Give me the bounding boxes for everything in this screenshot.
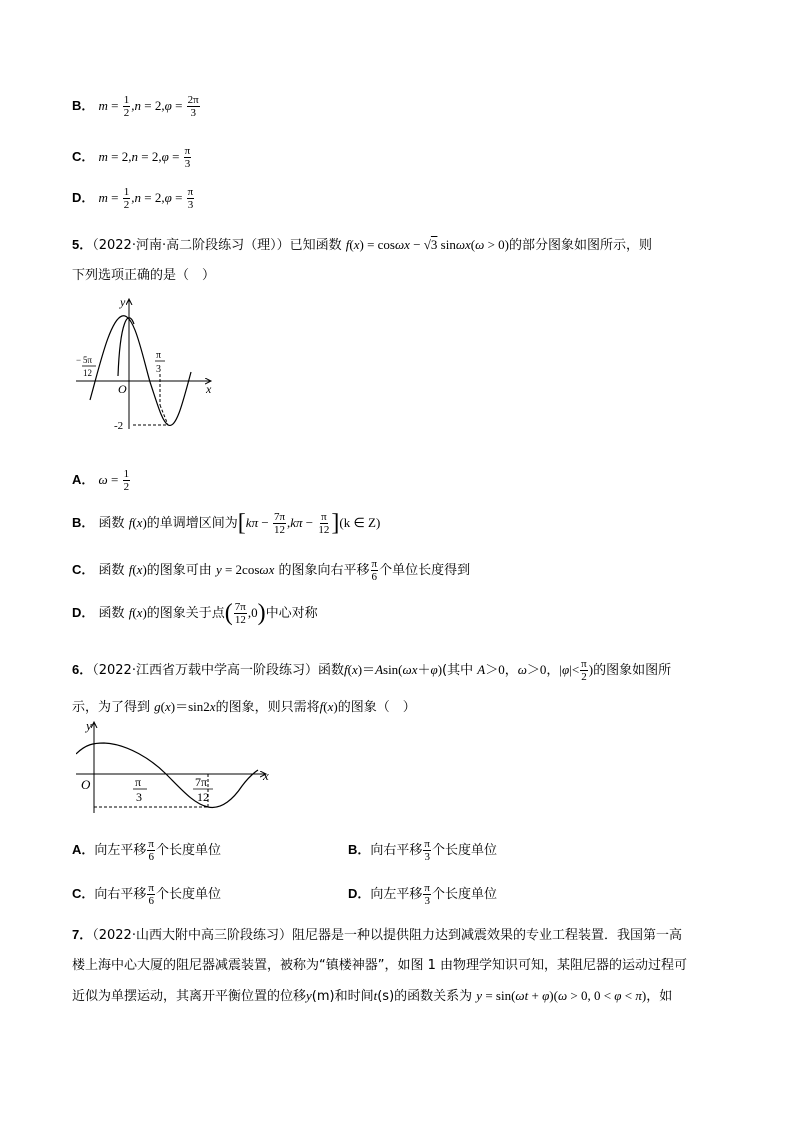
q5-source: （2022·河南·高二阶段练习（理）） xyxy=(92,238,290,253)
svg-text:π: π xyxy=(156,350,162,361)
q5-function-formula: f(x) = cosωx − √3 sinωx(ω > 0) xyxy=(345,237,509,252)
q6-option-b[interactable]: B．向右平移 $\frac{\pi}{3}$ 个长度单位 xyxy=(348,838,497,863)
q6-source: （2022·江西省万载中学高一阶段练习） xyxy=(92,663,318,678)
q4-option-c[interactable]: C． m = 2,n = 2,φ = $\frac{\pi}{3}$ xyxy=(72,145,191,170)
svg-text:O: O xyxy=(118,382,127,396)
q6-option-c[interactable]: C．向右平移 $\frac{\pi}{6}$ 个长度单位 xyxy=(72,882,221,907)
q6-curve xyxy=(76,743,258,807)
q6-stem: 6．（2022·江西省万载中学高一阶段练习）函数f(x)＝Asin(ωx＋φ)(其中 A＞0，ω＞0，|φ|< $\frac{\pi}{2}$ )的图象如图所 示，为了得到 g(x)＝sin2x的图象，则只需将f(x)的图象（ ） xyxy=(72,658,672,715)
q5-curve xyxy=(90,316,191,426)
svg-text:y: y xyxy=(120,295,126,309)
q5-option-c[interactable]: C． 函数 f(x)的图象可由 y = 2cosωx 的图象向右平移 $\frac{\pi}{6}$ 个单位长度得到 xyxy=(72,558,471,583)
q5-stem: 5．（2022·河南·高二阶段练习（理））已知函数 f(x) = cosωx − √3 sinωx(ω > 0)的部分图象如图所示，则 下列选项正确的是（ ） xyxy=(72,237,653,283)
svg-text:3: 3 xyxy=(136,790,142,804)
svg-text:−: − xyxy=(76,355,82,365)
q4-option-d[interactable]: D． m = $\frac{1}{2}$ ,n = 2,φ = $\frac{\pi}{3}$ xyxy=(72,186,194,211)
q4-option-b[interactable]: B． m = $\frac{1}{2}$ ,n = 2,φ = $\frac{2\pi}{3}$ xyxy=(72,94,199,119)
svg-text:-2: -2 xyxy=(114,420,124,432)
q6-graph xyxy=(76,718,276,818)
q5-option-a[interactable]: A． ω = $\frac{1}{2}$ xyxy=(72,468,130,493)
svg-text:7π: 7π xyxy=(195,775,208,789)
svg-text:3: 3 xyxy=(156,364,161,375)
svg-text:y: y xyxy=(86,718,92,733)
svg-text:5π: 5π xyxy=(83,355,93,365)
svg-text:12: 12 xyxy=(197,790,209,804)
q5-graph xyxy=(76,294,221,439)
q5-option-b[interactable]: B． 函数 f(x)的单调增区间为[kπ − $\frac{7\pi}{12}$ ,kπ − $\frac{\pi}{12}$ ](k ∈ Z) xyxy=(72,510,381,536)
svg-text:x: x xyxy=(263,768,269,783)
q7-stem: 7．（2022·山西大附中高三阶段练习）阻尼器是一种以提供阻力达到减震效果的专业工程装置．我国第一高 楼上海中心大厦的阻尼器减震装置，被称为“镇楼神器”，如图 1 由物理学知识可知，某阻尼器的运动过程可 近似为单摆运动，其离开平衡位置的位移y(m)和时间t(s)的函数关系为 y = sin(ωt + φ)(ω > 0, 0 < φ < π)，如 xyxy=(72,927,688,1004)
svg-text:x: x xyxy=(206,382,212,396)
q5-option-d[interactable]: D． 函数 f(x)的图象关于点( $\frac{7\pi}{12}$ ,0)中心对称 xyxy=(72,600,318,626)
q7-source: （2022·山西大附中高三阶段练习） xyxy=(92,928,292,943)
q6-option-d[interactable]: D．向左平移 $\frac{\pi}{3}$ 个长度单位 xyxy=(348,882,497,907)
q6-option-a[interactable]: A．向左平移 $\frac{\pi}{6}$ 个长度单位 xyxy=(72,838,221,863)
svg-text:π: π xyxy=(135,775,142,789)
svg-text:O: O xyxy=(81,777,91,792)
svg-text:12: 12 xyxy=(83,368,92,378)
